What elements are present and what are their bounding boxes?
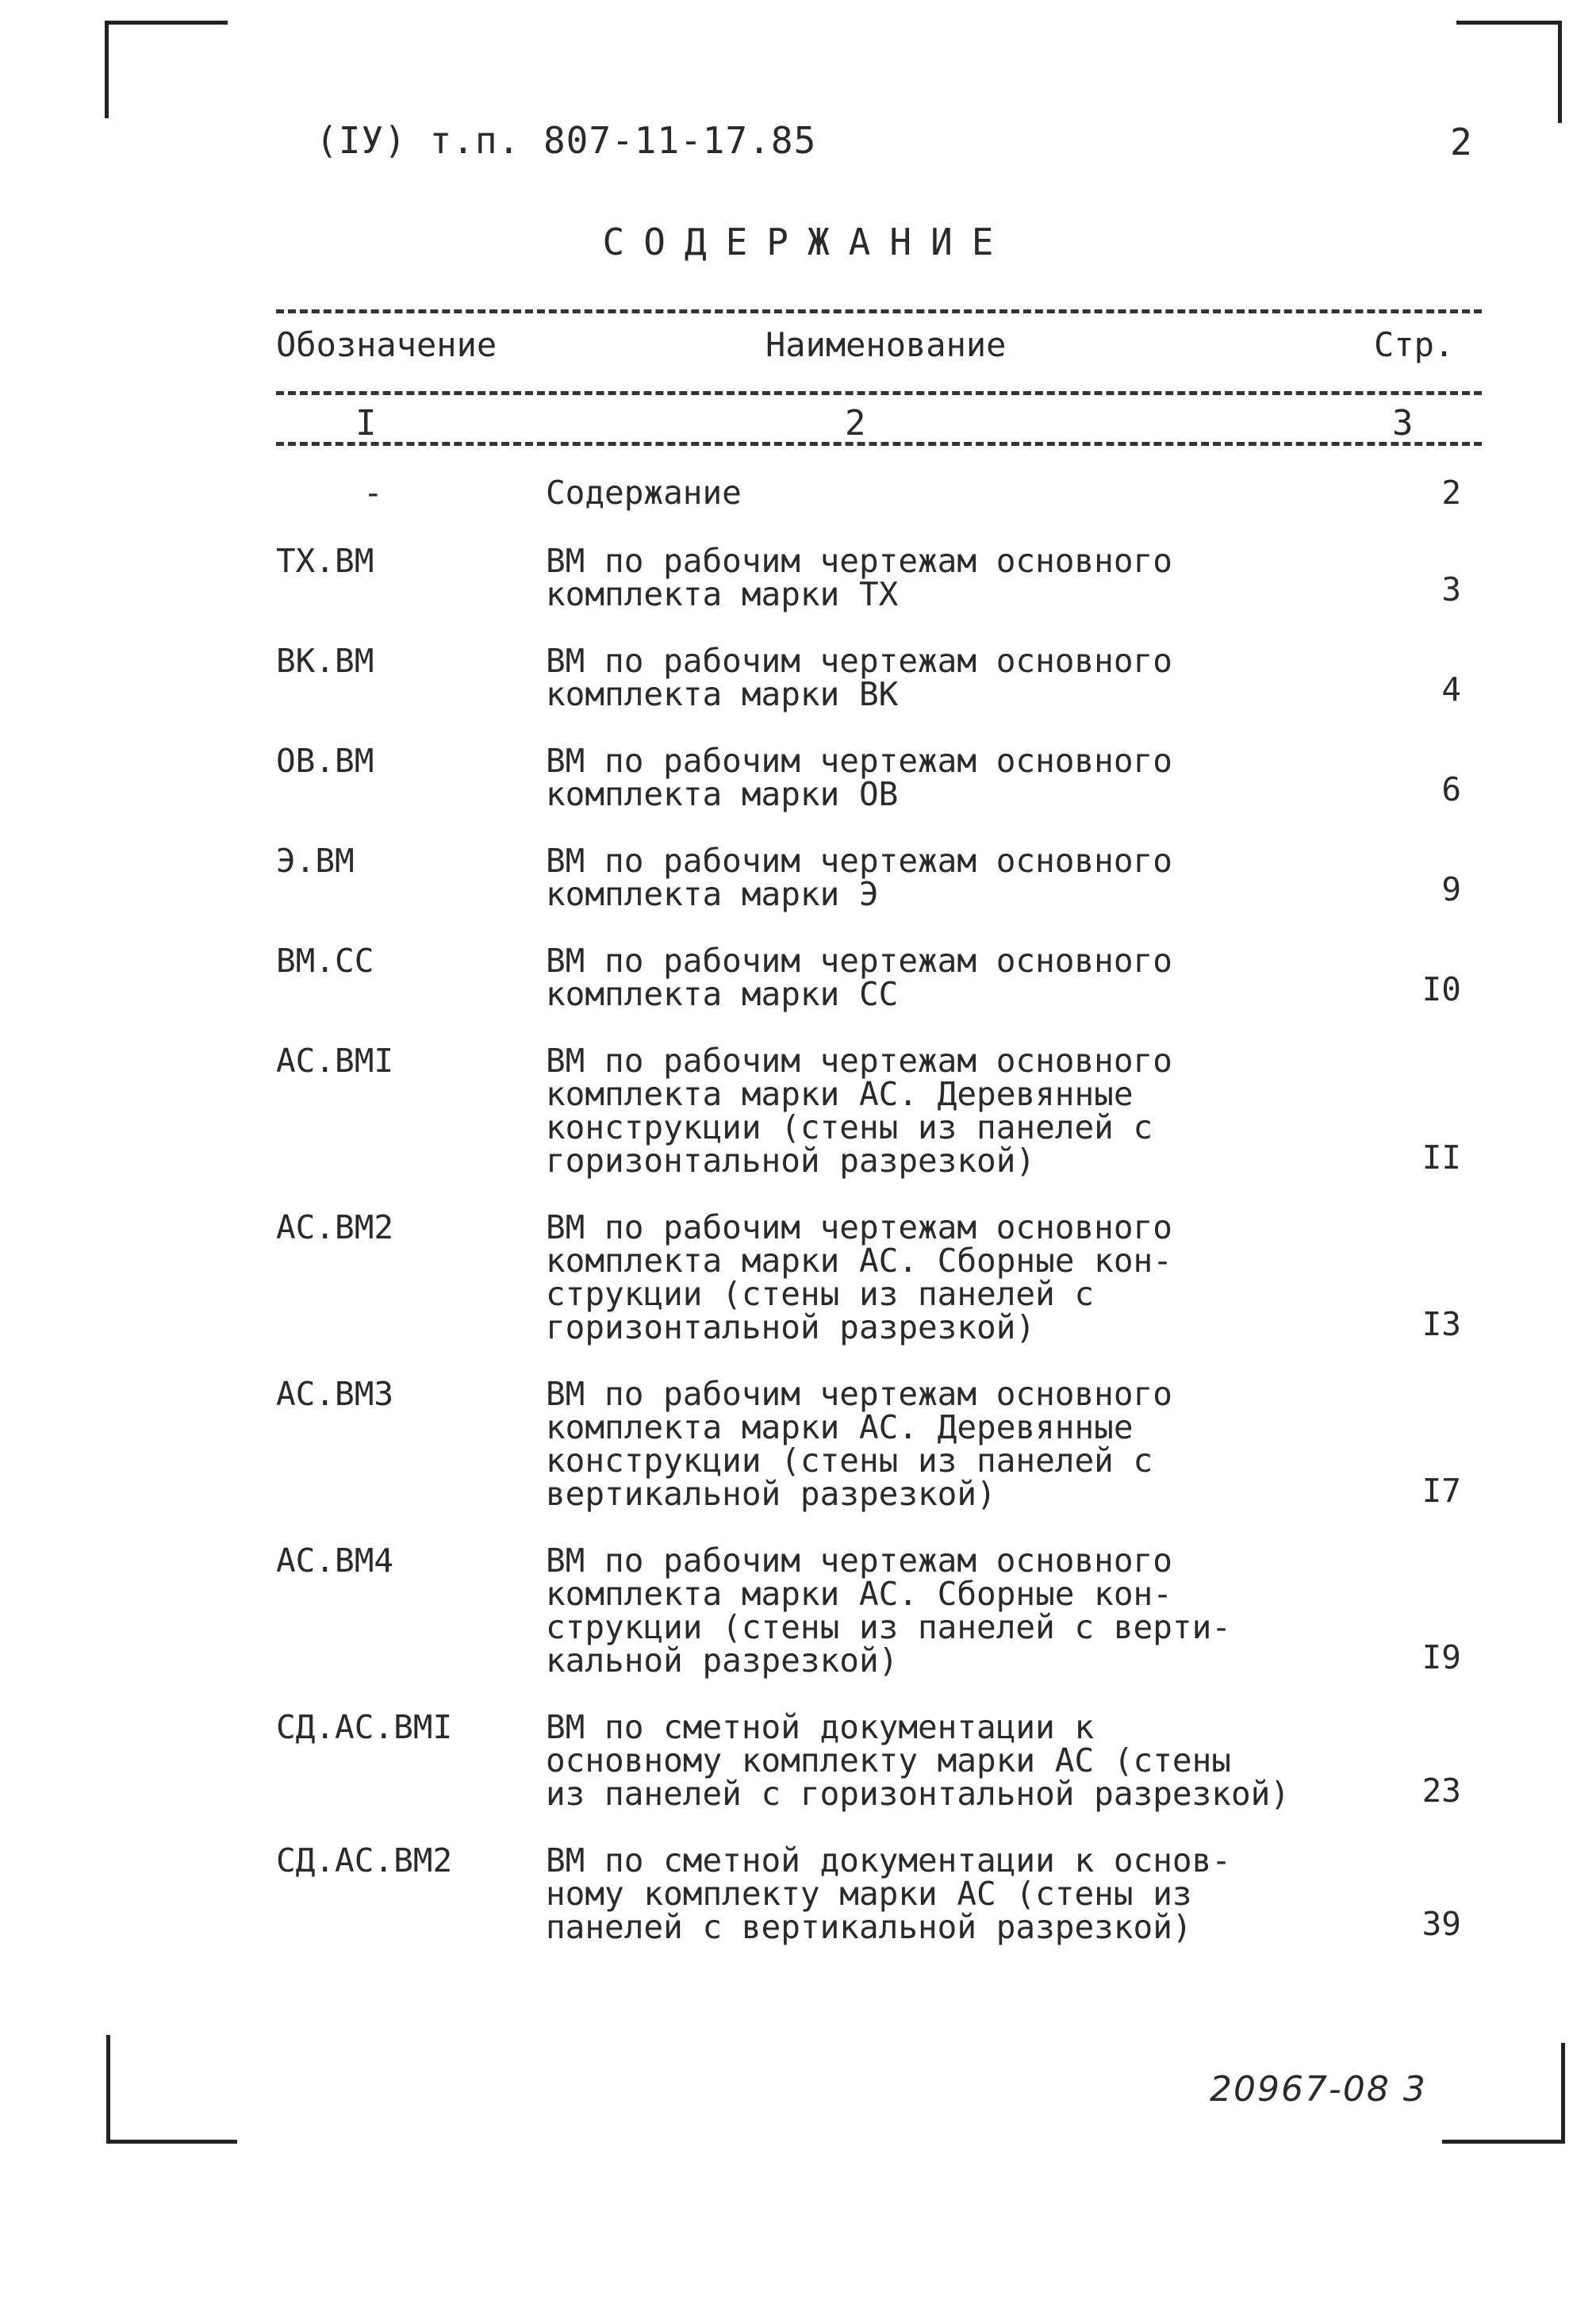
row-name: ВМ по сметной документации к основному комплекту марки АС (стены из панелей с горизонтальной разрезкой) xyxy=(546,1708,1290,1813)
row-designation: ТХ.ВМ xyxy=(276,542,374,580)
column-header-designation: Обозначение xyxy=(276,325,497,364)
row-designation: АС.ВМI xyxy=(276,1042,394,1080)
frame-corner-top-right xyxy=(1456,21,1562,123)
row-designation: АС.ВМ3 xyxy=(276,1375,394,1413)
row-designation: Э.ВМ xyxy=(276,842,355,880)
row-designation: ВК.ВМ xyxy=(276,642,374,680)
row-designation: АС.ВМ2 xyxy=(276,1208,394,1246)
row-designation: АС.ВМ4 xyxy=(276,1542,394,1580)
row-name: ВМ по рабочим чертежам основного комплекта марки Э xyxy=(546,842,1172,913)
row-page: I3 xyxy=(1421,1305,1461,1343)
row-page: 6 xyxy=(1441,770,1461,808)
row-designation: ВМ.СС xyxy=(276,942,374,980)
row-designation: СД.АС.ВМ2 xyxy=(276,1841,453,1879)
row-page: 9 xyxy=(1441,870,1461,908)
archive-number: 20967-08 3 xyxy=(1210,2069,1427,2110)
page-number: 2 xyxy=(1450,121,1472,163)
row-page: 4 xyxy=(1441,670,1461,708)
row-page: II xyxy=(1421,1138,1461,1177)
frame-corner-bottom-left xyxy=(106,2035,237,2144)
row-name: ВМ по рабочим чертежам основного комплекта марки ВК xyxy=(546,642,1172,713)
column-number-1: I xyxy=(355,403,377,443)
row-page: I0 xyxy=(1421,970,1461,1008)
row-designation: - xyxy=(363,474,383,512)
dashed-divider-middle xyxy=(276,391,1482,395)
row-name: ВМ по рабочим чертежам основного комплекта марки АС. Сборные кон- струкции (стены из панелей с верти- кальной разрезкой) xyxy=(546,1542,1231,1680)
frame-corner-bottom-right xyxy=(1442,2043,1565,2144)
row-page: 3 xyxy=(1441,570,1461,609)
row-name: ВМ по рабочим чертежам основного комплекта марки СС xyxy=(546,942,1172,1013)
row-designation: ОВ.ВМ xyxy=(276,742,374,780)
column-number-3: 3 xyxy=(1392,403,1414,443)
row-page: 23 xyxy=(1421,1772,1461,1810)
row-name: ВМ по сметной документации к основ- ному комплекту марки АС (стены из панелей с вертикальной разрезкой) xyxy=(546,1841,1231,1946)
frame-corner-top-left xyxy=(105,21,228,118)
row-name: ВМ по рабочим чертежам основного комплекта марки АС. Деревянные конструкции (стены из панелей с вертикальной разрезкой) xyxy=(546,1375,1172,1513)
dashed-divider-top xyxy=(276,309,1482,313)
dashed-divider-bottom xyxy=(276,442,1482,446)
row-designation: СД.АС.ВМI xyxy=(276,1708,453,1746)
row-page: I7 xyxy=(1421,1472,1461,1510)
row-name: Содержание xyxy=(546,474,742,512)
column-header-name: Наименование xyxy=(765,325,1007,364)
row-name: ВМ по рабочим чертежам основного комплекта марки ОВ xyxy=(546,742,1172,813)
row-page: 39 xyxy=(1421,1905,1461,1943)
column-header-page: Стр. xyxy=(1374,325,1455,364)
row-name: ВМ по рабочим чертежам основного комплекта марки АС. Сборные кон- струкции (стены из панелей с горизонтальной разрезкой) xyxy=(546,1208,1172,1346)
page-title: СОДЕРЖАНИЕ xyxy=(602,221,1013,263)
row-page: 2 xyxy=(1441,474,1461,512)
row-page: I9 xyxy=(1421,1638,1461,1676)
row-name: ВМ по рабочим чертежам основного комплекта марки АС. Деревянные конструкции (стены из панелей с горизонтальной разрезкой) xyxy=(546,1042,1172,1180)
row-name: ВМ по рабочим чертежам основного комплекта марки ТХ xyxy=(546,542,1172,613)
document-code: (IУ) т.п. 807-11-17.85 xyxy=(316,119,817,162)
column-number-2: 2 xyxy=(845,403,866,443)
